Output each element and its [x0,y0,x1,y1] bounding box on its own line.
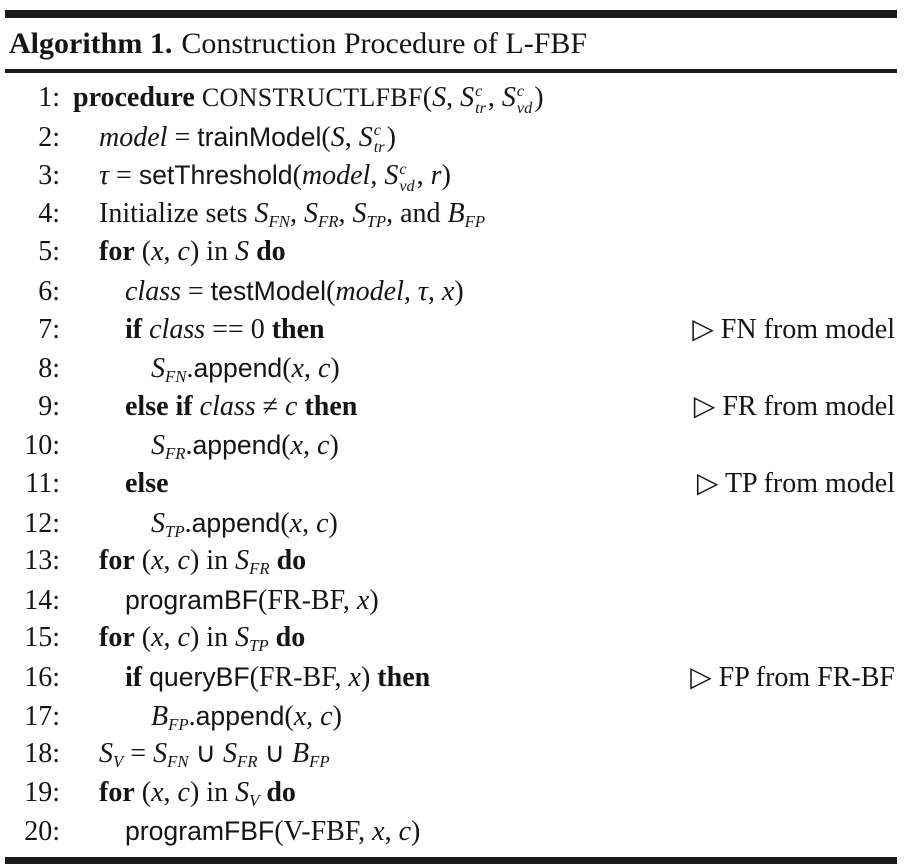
line-number: 13: [24,545,60,577]
subscript: FN [268,211,290,231]
code-fragment: , [303,430,318,462]
algorithm-line [5,658,897,697]
line-number: 3: [38,160,60,192]
algorithm-line [5,542,897,581]
math-symbol: S [151,507,165,539]
code-fragment: ( [134,545,152,577]
math-symbol: B [151,700,169,732]
math-symbol: c [285,390,298,422]
code-fragment: , [338,197,353,229]
math-symbol: S [432,82,447,113]
code-text [73,156,451,196]
line-number: 1: [38,82,60,113]
code-fragment: , [306,700,321,732]
algorithm-line [5,79,897,118]
line-number: 20: [24,816,60,848]
sup-sub-script: c vd [399,159,415,195]
subscript: TP [366,211,387,231]
algorithm-line [5,426,897,465]
keyword: else if [125,390,193,422]
code-fragment: ( [280,507,290,539]
math-symbol: model [335,275,404,307]
code-text [73,118,396,158]
code-fragment: (V-FBF, [274,816,373,848]
math-symbol: class [149,313,206,345]
code-fragment: ( [282,353,292,385]
algorithm-line [5,465,897,504]
code-fragment: , [163,622,178,654]
code-fragment: , [416,160,431,192]
code-fragment: , [302,507,317,539]
line-number: 17: [24,700,60,732]
line-number: 16: [24,661,60,693]
math-symbol: model [99,121,168,153]
code-fragment: , [303,353,318,385]
algorithm-title [5,18,897,69]
code-text [73,233,286,272]
line-number: 6: [38,275,60,307]
line-number: 9: [38,390,60,422]
code-fragment: ) [329,430,339,462]
keyword: do [256,236,286,268]
math-symbol: x [289,507,303,539]
code-fragment: ) in [189,236,236,268]
subscript: FR [165,444,186,464]
math-symbol: x [290,430,304,462]
function-name: append [195,700,285,731]
code-fragment: ( [284,700,294,732]
code-text [73,388,357,427]
code-fragment: = [181,275,211,307]
math-symbol: r [430,160,442,192]
code-fragment: ) [454,275,464,307]
subscript: FP [168,714,189,734]
code-fragment: ) in [189,776,236,808]
code-fragment: , [163,545,178,577]
code-fragment: , [163,776,178,808]
keyword: for [99,236,135,268]
function-name: trainModel [197,121,322,152]
function-name: append [193,353,283,384]
code-fragment: (FR-BF, [249,661,349,693]
algorithm-line [5,272,897,311]
math-symbol: S [235,776,250,808]
code-fragment: , [427,275,442,307]
math-symbol: τ [417,275,428,307]
code-fragment: ( [134,622,152,654]
keyword: do [276,545,307,577]
math-symbol: x [151,776,164,808]
code-fragment: . [186,353,194,385]
algorithm-line [5,311,897,350]
comment-text: TP from model [724,467,895,499]
code-fragment: = [123,738,154,770]
math-symbol: τ [99,160,110,192]
math-symbol: class [199,390,256,422]
math-symbol: c [316,507,329,539]
code-fragment: Initialize sets [99,197,255,229]
top-rule [5,10,897,18]
math-symbol: c [398,816,412,848]
math-symbol: x [372,816,385,848]
keyword: then [304,390,358,422]
code-fragment: ) [332,700,342,732]
line-number: 10: [24,430,60,462]
comment-triangle-icon: ▷ [690,661,719,693]
math-symbol: B [447,197,465,229]
keyword: procedure [73,82,195,113]
comment-text: FR from model [722,390,895,422]
code-text [73,79,544,118]
code-fragment: ) [328,507,338,539]
math-symbol: S [235,622,250,654]
code-fragment: ) [441,160,451,192]
math-symbol: S [303,197,318,229]
inline-comment [682,311,897,350]
code-fragment: , [163,236,178,268]
procedure-name: CONSTRUCTLFBF [201,83,423,112]
code-text [73,581,379,621]
algorithm-line [5,812,897,851]
line-number: 12: [24,507,60,539]
subscript: FP [464,211,486,231]
math-symbol: B [292,738,310,770]
keyword: for [99,545,135,577]
algorithm-line [5,195,897,234]
code-fragment: ( [281,430,291,462]
code-fragment: ) [534,82,544,113]
code-text [73,465,169,504]
math-symbol: c [320,700,333,732]
function-name: append [192,430,282,461]
code-fragment: = [167,121,198,153]
algorithm-line [5,581,897,620]
code-text [73,311,325,350]
keyword: for [99,776,135,808]
code-fragment: . [184,507,192,539]
math-symbol: class [125,275,181,307]
inline-comment [684,388,897,427]
keyword: do [266,776,296,808]
math-symbol: c [317,353,331,385]
comment-text: FP from FR-BF [718,661,895,693]
code-fragment [195,82,202,113]
math-symbol: S [235,545,250,577]
keyword: for [99,622,135,654]
math-symbol: S [384,160,399,192]
keyword: then [271,313,325,345]
code-fragment: ( [292,160,302,192]
subscript: V [113,752,124,772]
code-fragment: . [188,700,196,732]
keyword: do [275,622,306,654]
comment-triangle-icon: ▷ [696,467,725,499]
keyword: if [125,661,143,693]
math-symbol: S [223,738,238,770]
code-fragment: , [446,82,461,113]
algorithm-body [5,73,897,857]
line-number: 8: [38,353,60,385]
code-fragment: ) [411,816,421,848]
code-fragment [270,545,277,576]
keyword: then [377,661,431,693]
code-fragment: ∪ [188,738,224,770]
sup-sub-script: c tr [373,121,385,157]
line-number: 7: [38,313,60,345]
math-symbol: S [99,738,113,770]
code-fragment: ( [326,275,336,307]
algorithm-line [5,504,897,543]
function-name: programFBF [125,816,275,847]
math-symbol: x [356,584,370,616]
math-symbol: x [293,700,307,732]
code-fragment: . [185,430,193,462]
comment-triangle-icon: ▷ [693,390,723,422]
code-fragment [269,622,276,653]
code-text [73,658,430,698]
code-fragment: , [487,82,502,113]
code-fragment: ) in [189,622,236,654]
code-fragment: ≠ [255,390,286,422]
subscript: FN [167,752,189,772]
math-symbol: S [254,197,269,229]
function-name: programBF [125,584,259,615]
code-fragment: ) [330,353,340,385]
algorithm-line [5,156,897,195]
function-name: testModel [210,275,327,306]
code-fragment: ) [369,584,379,616]
subscript: FR [237,752,258,772]
sup-sub-script: c vd [516,81,533,117]
algorithm-line [5,774,897,813]
math-symbol: S [151,430,165,462]
code-fragment: , [344,121,359,153]
code-fragment: ) [386,121,396,153]
keyword: if [125,313,143,345]
code-fragment [193,391,200,422]
bottom-rule [5,857,897,864]
line-number: 11: [25,467,60,499]
subscript: V [249,790,260,810]
math-symbol: x [151,545,164,577]
line-number: 19: [24,776,60,808]
math-symbol: x [151,622,164,654]
code-fragment: ) [360,661,378,693]
code-text [73,812,420,852]
algorithm-line [5,619,897,658]
algorithm-line [5,349,897,388]
line-number: 5: [38,236,60,268]
subscript: FR [249,559,270,579]
code-fragment: == 0 [205,313,272,345]
algorithm-line [5,735,897,774]
comment-triangle-icon: ▷ [692,313,721,345]
inline-comment [687,465,897,504]
code-fragment: , [370,160,385,192]
code-fragment: ( [134,236,152,268]
keyword: else [125,467,169,499]
line-number: 2: [38,121,60,153]
math-symbol: S [235,236,250,268]
algorithm-caption: Construction Procedure of L-FBF [181,27,588,60]
math-symbol: x [348,661,361,693]
math-symbol: x [441,275,455,307]
function-name: setThreshold [138,160,293,191]
math-symbol: c [177,236,190,268]
math-symbol: c [317,430,330,462]
algorithm-line [5,388,897,427]
code-fragment: = [109,160,139,192]
math-symbol: S [151,353,165,385]
algorithm-line [5,118,897,157]
sup-sub-script: c tr [475,81,486,117]
subscript: FP [309,752,330,772]
algorithm-line [5,697,897,736]
line-number: 15: [24,622,60,654]
math-symbol: S [330,121,345,153]
code-fragment: , [384,816,399,848]
algorithm-label: Algorithm 1. [9,27,173,60]
code-fragment: ( [321,121,331,153]
math-symbol: c [177,776,190,808]
math-symbol: S [460,82,475,113]
code-fragment: , [289,197,304,229]
code-fragment: ∪ [257,738,293,770]
code-fragment: , and [386,197,448,229]
math-symbol: S [358,121,373,153]
comment-text: FN from model [720,313,895,345]
line-number: 14: [24,584,60,616]
subscript: TP [249,636,269,656]
code-fragment: ( [422,82,433,113]
math-symbol: S [153,738,168,770]
code-text [73,272,464,312]
math-symbol: c [177,622,190,654]
math-symbol: model [301,160,371,192]
inline-comment [680,659,897,698]
code-fragment: ) in [189,545,236,577]
subscript: FR [317,211,339,231]
line-number: 4: [38,197,60,229]
code-fragment: , [403,275,418,307]
line-number: 18: [24,738,60,770]
code-fragment: ( [134,776,152,808]
math-symbol: x [151,236,164,268]
math-symbol: x [291,353,304,385]
math-symbol: S [352,197,367,229]
subscript: TP [165,521,185,541]
math-symbol: S [501,82,516,113]
subscript: FN [165,367,187,387]
function-name: append [191,507,281,538]
math-symbol: c [177,545,190,577]
code-fragment: (FR-BF, [258,584,357,616]
function-name: queryBF [149,661,250,692]
